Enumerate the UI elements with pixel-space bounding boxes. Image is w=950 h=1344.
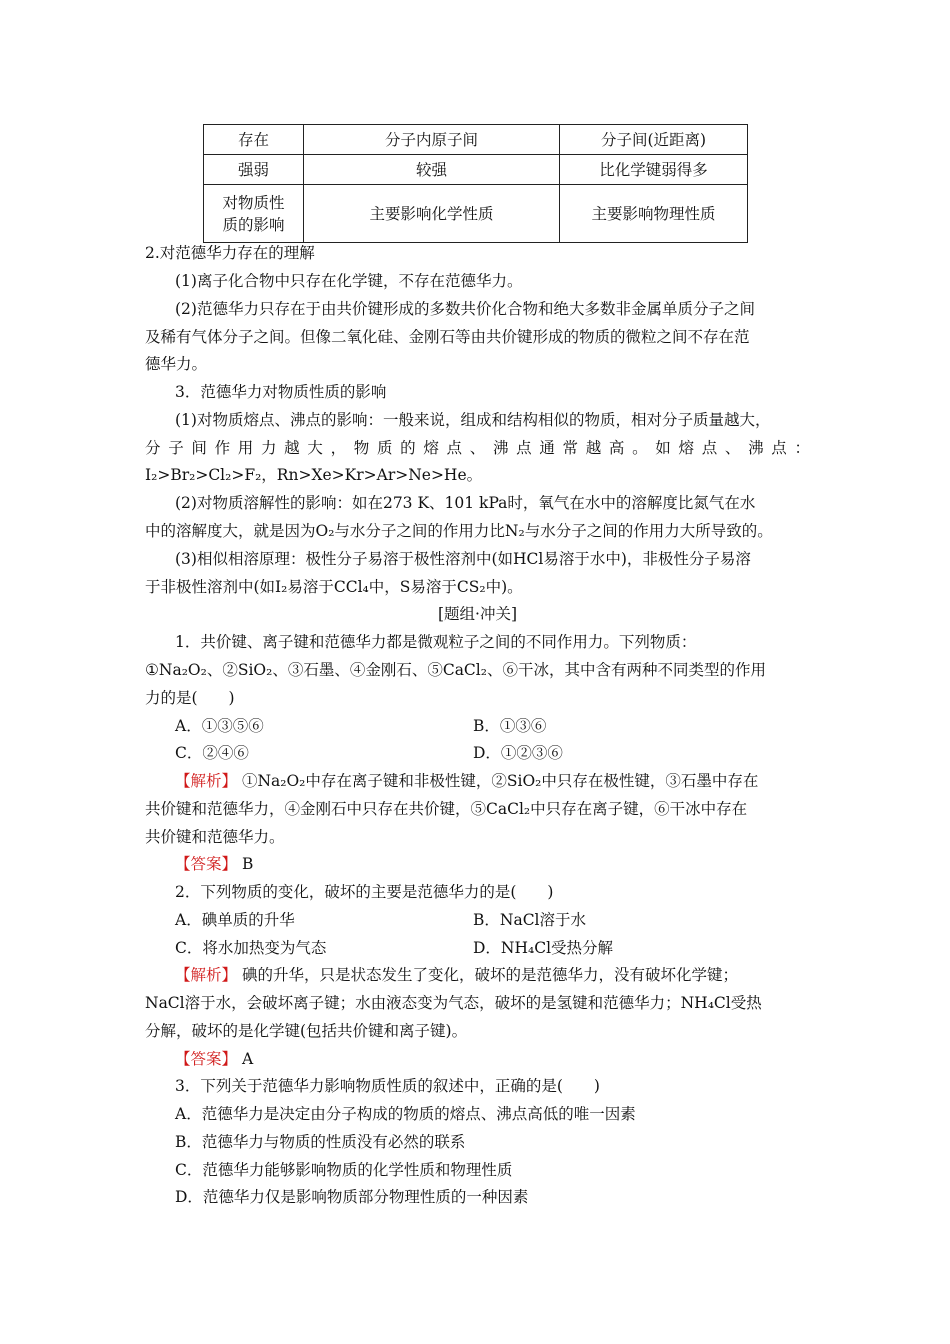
option-d: D．范德华力仅是影响物质部分物理性质的一种因素 xyxy=(175,1188,529,1206)
option-b: B．范德华力与物质的性质没有必然的联系 xyxy=(175,1133,466,1151)
option-b: B．NaCl溶于水 xyxy=(473,911,587,929)
table-cell: 主要影响化学性质 xyxy=(304,185,560,243)
option-a: A．碘单质的升华 xyxy=(175,911,295,929)
table-cell: 分子内原子间 xyxy=(304,125,560,155)
table-cell: 较强 xyxy=(304,155,560,185)
answer-line xyxy=(175,853,810,875)
paragraph-line: I₂>Br₂>Cl₂>F₂，Rn>Xe>Kr>Ar>Ne>He。 xyxy=(145,466,483,484)
answer-value: B xyxy=(241,855,254,873)
analysis-text: ①Na₂O₂中存在离子键和非极性键，②SiO₂中只存在极性键，③石墨中存在 xyxy=(241,772,759,790)
option-c: C．②④⑥ xyxy=(175,744,249,762)
analysis-line: 共价键和范德华力。 xyxy=(145,828,285,846)
answer-tag: 【答案】 xyxy=(175,1050,238,1068)
paragraph-line: (3)相似相溶原理：极性分子易溶于极性溶剂中(如HCl易溶于水中)，非极性分子易溶 xyxy=(175,550,751,568)
option-c: C．将水加热变为气态 xyxy=(175,939,327,957)
paragraph-line: (1)对物质熔点、沸点的影响：一般来说，组成和结构相似的物质，相对分子质量越大， xyxy=(175,411,771,429)
answer-value: A xyxy=(241,1050,254,1068)
table-cell: 存在 xyxy=(204,125,304,155)
option-d: D．NH₄Cl受热分解 xyxy=(473,939,614,957)
paragraph-line: 德华力。 xyxy=(145,355,208,373)
table-row xyxy=(204,155,748,185)
section-title: 2.对范德华力存在的理解 xyxy=(145,244,315,262)
section-title: 3．范德华力对物质性质的影响 xyxy=(175,383,387,401)
table-row xyxy=(204,125,748,155)
option-c: C．范德华力能够影响物质的化学性质和物理性质 xyxy=(175,1161,513,1179)
option-b: B．①③⑥ xyxy=(473,717,547,735)
comparison-table xyxy=(203,124,748,243)
question-stem: ①Na₂O₂、②SiO₂、③石墨、④金刚石、⑤CaCl₂、⑥干冰，其中含有两种不同类型的作用 xyxy=(145,661,766,679)
question-stem: 力的是( ) xyxy=(145,689,235,707)
paragraph-line: 及稀有气体分子之间。但像二氧化硅、金刚石等由共价键形成的物质的微粒之间不存在范 xyxy=(145,328,750,346)
table-cell: 强弱 xyxy=(204,155,304,185)
analysis-line: 共价键和范德华力，④金刚石中只存在共价键，⑤CaCl₂中只存在离子键，⑥干冰中存在 xyxy=(145,800,748,818)
table-row xyxy=(204,185,748,243)
paragraph-line: (2)范德华力只存在于由共价键形成的多数共价化合物和绝大多数非金属单质分子之间 xyxy=(175,300,755,318)
option-d: D．①②③⑥ xyxy=(473,744,563,762)
answer-tag: 【答案】 xyxy=(175,855,238,873)
question-stem: 1．共价键、离子键和范德华力都是微观粒子之间的不同作用力。下列物质： xyxy=(175,633,697,651)
paragraph-line: (1)离子化合物中只存在化学键，不存在范德华力。 xyxy=(175,272,523,290)
analysis-text: 碘的升华，只是状态发生了变化，破坏的是范德华力，没有破坏化学键； xyxy=(241,966,738,984)
paragraph-line: 中的溶解度大，就是因为O₂与水分子之间的作用力比N₂与水分子之间的作用力大所导致的。 xyxy=(145,522,773,540)
analysis-line xyxy=(175,964,810,986)
answer-line xyxy=(175,1048,810,1070)
table-cell: 主要影响物理性质 xyxy=(560,185,748,243)
analysis-line xyxy=(175,770,810,792)
analysis-line: 分解，破坏的是化学键(包括共价键和离子键)。 xyxy=(145,1022,468,1040)
question-stem: 2．下列物质的变化，破坏的主要是范德华力的是( ) xyxy=(175,883,554,901)
paragraph-line: (2)对物质溶解性的影响：如在273 K、101 kPa时，氧气在水中的溶解度比氮气在水 xyxy=(175,494,756,512)
group-heading: [题组·冲关] xyxy=(437,605,518,623)
table-cell: 比化学键弱得多 xyxy=(560,155,748,185)
analysis-tag: 【解析】 xyxy=(175,772,238,790)
analysis-line: NaCl溶于水，会破坏离子键；水由液态变为气态，破坏的是氢键和范德华力；NH₄Cl受热 xyxy=(145,994,762,1012)
cell-line: 对物质性 xyxy=(222,193,285,212)
paragraph-line: 于非极性溶剂中(如I₂易溶于CCl₄中，S易溶于CS₂中)。 xyxy=(145,578,523,596)
question-stem: 3．下列关于范德华力影响物质性质的叙述中，正确的是( ) xyxy=(175,1077,600,1095)
table-cell xyxy=(204,185,304,243)
cell-line: 质的影响 xyxy=(222,215,285,234)
option-a: A．范德华力是决定由分子构成的物质的熔点、沸点高低的唯一因素 xyxy=(175,1105,636,1123)
analysis-tag: 【解析】 xyxy=(175,966,238,984)
option-a: A．①③⑤⑥ xyxy=(175,717,264,735)
table-cell: 分子间(近距离) xyxy=(560,125,748,155)
paragraph-line: 分子间作用力越大，物质的熔点、沸点通常越高。如熔点、沸点： xyxy=(145,439,810,457)
